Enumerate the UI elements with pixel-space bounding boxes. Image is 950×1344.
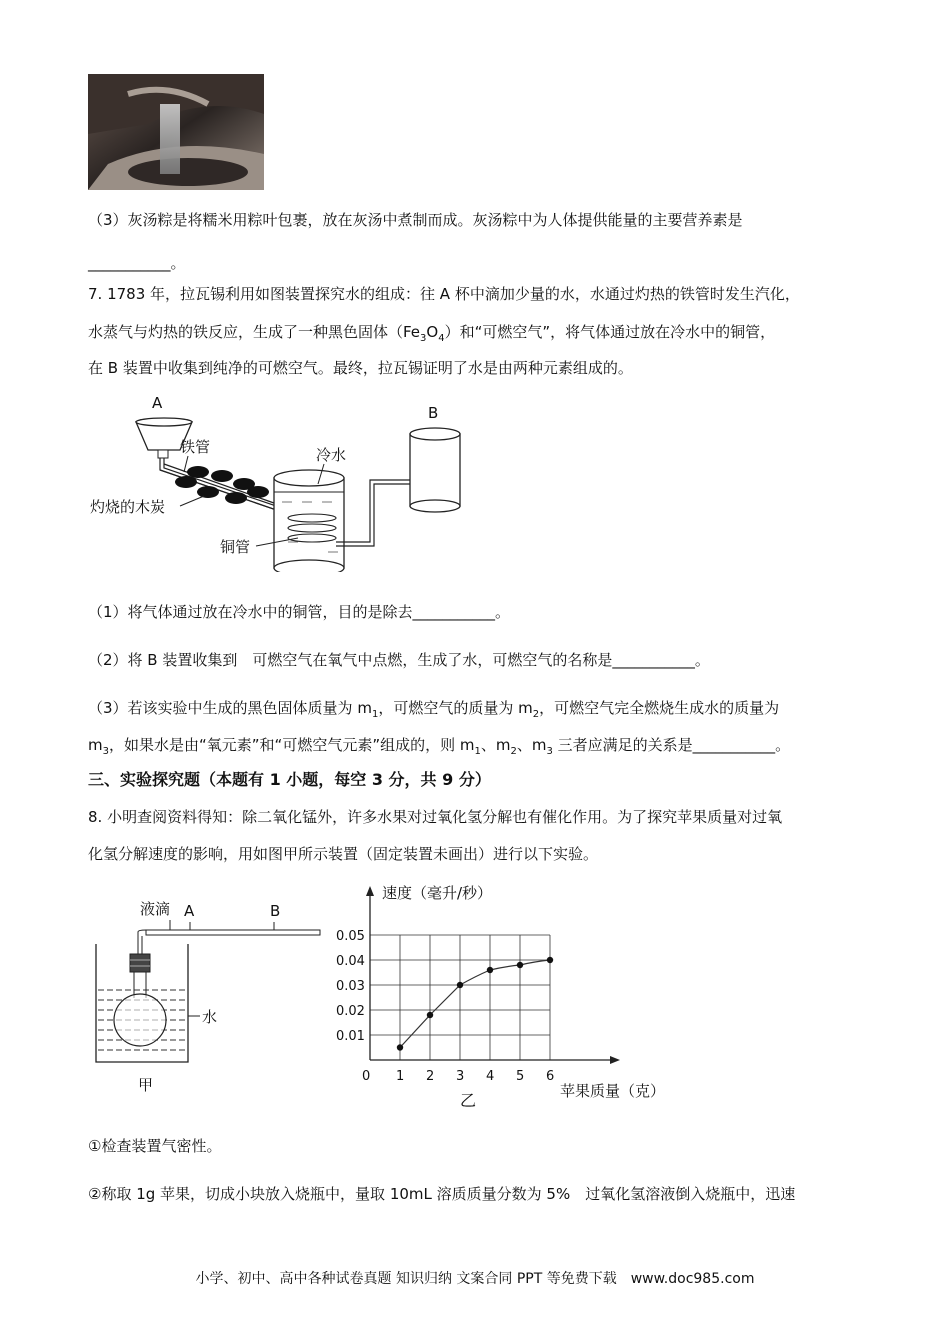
container-b	[410, 434, 460, 506]
q7-sub3-line2: $m_3$，如果水是由“氧元素”和“可燃空气元素”组成的，则 $m_1$、$m_2$、$m_3$ 三者应满足的关系是___________。	[88, 736, 791, 757]
y-tick-0.02: 0.02	[336, 1004, 365, 1019]
y-tick-0.03: 0.03	[336, 979, 365, 994]
label-charcoal: 灼烧的木炭	[90, 498, 166, 516]
chart-grid	[370, 935, 550, 1060]
q7-sub1: （1）将气体通过放在冷水中的铜管，目的是除去___________。	[88, 603, 511, 621]
x-tick-5: 5	[516, 1069, 525, 1084]
q8-stem-line2: 化氢分解速度的影响，用如图甲所示装置（固定装置未画出）进行以下实验。	[88, 845, 599, 863]
data-point-6	[547, 957, 553, 963]
x-tick-1: 1	[396, 1069, 405, 1084]
horizontal-tube	[146, 930, 320, 935]
q7-stem-line1: 7. 1783 年，拉瓦锡利用如图装置探究水的组成：往 A 杯中滴加少量的水，水通过灼热的铁管时发生汽化，	[88, 285, 800, 303]
label-b: B	[428, 404, 439, 422]
y-axis-arrow	[366, 886, 374, 896]
section-3-title: 三、实验探究题（本题有 1 小题，每空 3 分，共 9 分）	[88, 770, 491, 789]
q7-sub3-line1: （3）若该实验中生成的黑色固体质量为 $m_1$，可燃空气的质量为 $m_2$，可燃空气完全燃烧生成水的质量为	[88, 699, 780, 720]
series-line	[400, 960, 550, 1048]
data-point-5	[517, 962, 523, 968]
q8-stem-line1: 8. 小明查阅资料得知：除二氧化锰外，许多水果对过氧化氢分解也有催化作用。为了探究苹果质量对过氧	[88, 808, 783, 826]
label-point-a: A	[184, 902, 195, 920]
chart-xlabel: 苹果质量（克）	[560, 1082, 666, 1100]
q8-step1: ①检查装置气密性。	[88, 1137, 222, 1155]
y-tick-0.04: 0.04	[336, 954, 365, 969]
y-tick-0.05: 0.05	[336, 929, 365, 944]
label-copper-pipe: 铜管	[220, 538, 251, 556]
label-iron-pipe: 铁管	[180, 438, 211, 456]
series-points	[397, 957, 553, 1051]
x-tick-4: 4	[486, 1069, 495, 1084]
lavoisier-apparatus-diagram	[88, 392, 488, 572]
ash-soup-photo	[88, 74, 264, 190]
data-point-1	[397, 1044, 403, 1050]
label-water: 水	[202, 1008, 218, 1026]
label-a: A	[152, 394, 163, 412]
label-point-b: B	[270, 902, 281, 920]
label-droplet: 液滴	[140, 900, 171, 918]
label-cold-water: 冷水	[316, 446, 347, 464]
flask	[114, 994, 166, 1046]
figure-jia-caption: 甲	[138, 1076, 154, 1094]
chart-tick-labels	[336, 929, 554, 1084]
q8-step2: ②称取 1g 苹果，切成小块放入烧瓶中，量取 10mL 溶质质量分数为 5% 过氧化氢溶液倒入烧瓶中，迅速	[88, 1185, 796, 1203]
data-point-2	[427, 1012, 433, 1018]
q7-sub2: （2）将 B 装置收集到 可燃空气在氧气中点燃，生成了水，可燃空气的名称是___________。	[88, 651, 710, 669]
x-axis-arrow	[610, 1056, 620, 1064]
page-footer: 小学、初中、高中各种试卷真题 知识归纳 文案合同 PPT 等免费下载 www.doc985.com	[195, 1271, 755, 1287]
x-tick-0: 0	[362, 1069, 371, 1084]
figure-yi-chart	[330, 876, 690, 1112]
q7-stem-line3: 在 B 装置中收集到纯净的可燃空气。最终，拉瓦锡证明了水是由两种元素组成的。	[88, 359, 633, 377]
x-tick-6: 6	[546, 1069, 555, 1084]
chart-caption: 乙	[460, 1091, 477, 1110]
q7-stem-line2: 水蒸气与灼热的铁反应，生成了一种黑色固体$(Fe_3O_4)$和“可燃空气”，将气体通过放在冷水中的铜管，	[88, 323, 776, 344]
y-tick-0.01: 0.01	[336, 1029, 365, 1044]
data-point-4	[487, 967, 493, 973]
x-tick-2: 2	[426, 1069, 435, 1084]
x-tick-3: 3	[456, 1069, 465, 1084]
stopper	[130, 954, 150, 972]
outlet-pipe	[336, 480, 410, 542]
q6-part3: （3）灰汤粽是将糯米用粽叶包裹，放在灰汤中煮制而成。灰汤粽中为人体提供能量的主要营养素是	[88, 211, 743, 229]
figure-jia-apparatus	[88, 892, 328, 1102]
chart-ylabel: 速度（毫升/秒）	[382, 884, 493, 902]
chart-axes	[366, 886, 620, 1064]
data-point-3	[457, 982, 463, 988]
q6-part3-blank: ___________。	[88, 254, 186, 272]
